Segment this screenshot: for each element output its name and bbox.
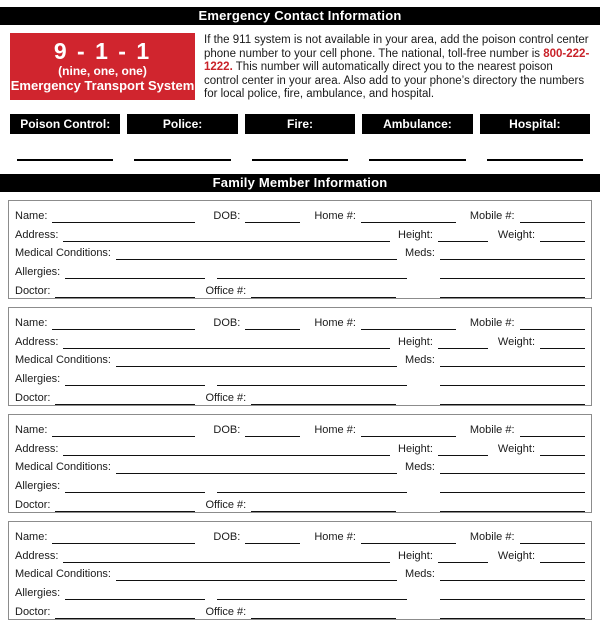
mobile-phone-field-line[interactable] bbox=[520, 211, 585, 223]
mobile-phone-field-line[interactable] bbox=[520, 532, 585, 544]
mobile-phone-label: Mobile #: bbox=[469, 423, 515, 436]
member-row-medical bbox=[15, 242, 585, 261]
allergies-label: Allergies: bbox=[15, 266, 61, 279]
medical-conditions-field-line[interactable] bbox=[116, 248, 397, 260]
allergies-extra-field-line[interactable] bbox=[217, 481, 407, 493]
meds-extra-field-line-2[interactable] bbox=[440, 393, 585, 405]
height-field-line[interactable] bbox=[438, 551, 488, 563]
address-field-line[interactable] bbox=[63, 230, 390, 242]
home-phone-field-line[interactable] bbox=[361, 532, 456, 544]
office-phone-label: Office #: bbox=[205, 284, 247, 297]
height-field-line[interactable] bbox=[438, 337, 488, 349]
intro-text-after: This number will automatically direct you to the nearest poison control center in your area. Also add to your phone’s directory the numbers for local police, fire, ambulance, and hospital. bbox=[204, 61, 585, 101]
police-label: Police: bbox=[127, 114, 237, 134]
member-row-name bbox=[15, 525, 585, 544]
allergies-label: Allergies: bbox=[15, 587, 61, 600]
allergies-extra-field-line[interactable] bbox=[217, 588, 407, 600]
meds-extra-field-line[interactable] bbox=[440, 374, 585, 386]
member-row-doctor bbox=[15, 600, 585, 619]
ambulance-label: Ambulance: bbox=[362, 114, 472, 134]
dob-field-line[interactable] bbox=[245, 318, 300, 330]
meds-label: Meds: bbox=[405, 247, 435, 260]
doctor-field-line[interactable] bbox=[55, 286, 195, 298]
member-row-medical bbox=[15, 563, 585, 582]
top-section bbox=[0, 25, 600, 102]
height-label: Height: bbox=[398, 442, 433, 455]
contact-col-fire bbox=[245, 114, 355, 161]
allergies-extra-field-line[interactable] bbox=[217, 267, 407, 279]
emergency-contact-header-bar bbox=[0, 7, 600, 25]
allergies-field-line[interactable] bbox=[65, 481, 205, 493]
member-row-allergies bbox=[15, 367, 585, 386]
height-label: Height: bbox=[398, 549, 433, 562]
family-member-title: Family Member Information bbox=[212, 174, 388, 190]
address-label: Address: bbox=[15, 228, 59, 241]
fire-field-line[interactable] bbox=[252, 159, 348, 161]
family-member-block bbox=[8, 521, 592, 620]
hospital-label: Hospital: bbox=[480, 114, 590, 134]
dob-label: DOB: bbox=[213, 423, 241, 436]
dob-label: DOB: bbox=[213, 316, 241, 329]
intro-text-before: If the 911 system is not available in your area, add the poison control center phone number to your cell phone. The national, toll-free number is bbox=[204, 34, 589, 60]
doctor-field-line[interactable] bbox=[55, 500, 195, 512]
office-phone-label: Office #: bbox=[205, 498, 247, 511]
hospital-field-line[interactable] bbox=[487, 159, 583, 161]
meds-extra-field-line[interactable] bbox=[440, 267, 585, 279]
meds-extra-field-line[interactable] bbox=[440, 481, 585, 493]
member-row-medical bbox=[15, 456, 585, 475]
medical-conditions-field-line[interactable] bbox=[116, 569, 397, 581]
meds-label: Meds: bbox=[405, 461, 435, 474]
meds-field-line[interactable] bbox=[440, 248, 585, 260]
height-field-line[interactable] bbox=[438, 230, 488, 242]
contact-col-poison-control bbox=[10, 114, 120, 161]
height-field-line[interactable] bbox=[438, 444, 488, 456]
member-row-allergies bbox=[15, 474, 585, 493]
weight-field-line[interactable] bbox=[540, 230, 585, 242]
allergies-label: Allergies: bbox=[15, 373, 61, 386]
doctor-label: Doctor: bbox=[15, 605, 51, 618]
doctor-label: Doctor: bbox=[15, 284, 51, 297]
member-row-name bbox=[15, 204, 585, 223]
medical-conditions-field-line[interactable] bbox=[116, 462, 397, 474]
member-row-name bbox=[15, 311, 585, 330]
home-phone-label: Home #: bbox=[314, 316, 356, 329]
address-field-line[interactable] bbox=[63, 444, 390, 456]
name-label: Name: bbox=[15, 423, 48, 436]
poison-control-field-line[interactable] bbox=[17, 159, 113, 161]
allergies-field-line[interactable] bbox=[65, 267, 205, 279]
name-field-line[interactable] bbox=[52, 318, 195, 330]
emergency-contacts-row bbox=[0, 114, 600, 161]
911-number: 9 - 1 - 1 bbox=[53, 38, 152, 64]
member-row-allergies bbox=[15, 260, 585, 279]
weight-field-line[interactable] bbox=[540, 444, 585, 456]
member-row-allergies bbox=[15, 581, 585, 600]
doctor-label: Doctor: bbox=[15, 391, 51, 404]
dob-field-line[interactable] bbox=[245, 211, 300, 223]
meds-label: Meds: bbox=[405, 354, 435, 367]
fire-label: Fire: bbox=[245, 114, 355, 134]
contact-col-police bbox=[127, 114, 237, 161]
office-phone-field-line[interactable] bbox=[251, 500, 396, 512]
mobile-phone-label: Mobile #: bbox=[469, 209, 515, 222]
allergies-field-line[interactable] bbox=[65, 588, 205, 600]
police-field-line[interactable] bbox=[134, 159, 230, 161]
member-row-address bbox=[15, 330, 585, 349]
home-phone-label: Home #: bbox=[314, 530, 356, 543]
doctor-field-line[interactable] bbox=[55, 607, 195, 619]
medical-conditions-label: Medical Conditions: bbox=[15, 354, 111, 367]
office-phone-label: Office #: bbox=[205, 391, 247, 404]
height-label: Height: bbox=[398, 228, 433, 241]
name-field-line[interactable] bbox=[52, 211, 195, 223]
medical-conditions-field-line[interactable] bbox=[116, 355, 397, 367]
address-label: Address: bbox=[15, 335, 59, 348]
mobile-phone-field-line[interactable] bbox=[520, 425, 585, 437]
member-row-doctor bbox=[15, 386, 585, 405]
911-emergency-box bbox=[10, 33, 195, 100]
contact-col-hospital bbox=[480, 114, 590, 161]
family-member-block bbox=[8, 414, 592, 513]
allergies-extra-field-line[interactable] bbox=[217, 374, 407, 386]
member-row-name bbox=[15, 418, 585, 437]
weight-label: Weight: bbox=[497, 228, 535, 241]
mobile-phone-field-line[interactable] bbox=[520, 318, 585, 330]
mobile-phone-label: Mobile #: bbox=[469, 530, 515, 543]
meds-field-line[interactable] bbox=[440, 462, 585, 474]
member-row-address bbox=[15, 544, 585, 563]
meds-extra-field-line-2[interactable] bbox=[440, 500, 585, 512]
family-member-header-bar bbox=[0, 174, 600, 192]
ambulance-field-line[interactable] bbox=[369, 159, 465, 161]
home-phone-field-line[interactable] bbox=[361, 425, 456, 437]
weight-label: Weight: bbox=[497, 335, 535, 348]
family-member-block bbox=[8, 307, 592, 406]
office-phone-label: Office #: bbox=[205, 605, 247, 618]
height-label: Height: bbox=[398, 335, 433, 348]
home-phone-label: Home #: bbox=[314, 423, 356, 436]
mobile-phone-label: Mobile #: bbox=[469, 316, 515, 329]
member-row-medical bbox=[15, 349, 585, 368]
contact-col-ambulance bbox=[362, 114, 472, 161]
meds-label: Meds: bbox=[405, 568, 435, 581]
home-phone-field-line[interactable] bbox=[361, 211, 456, 223]
meds-extra-field-line-2[interactable] bbox=[440, 286, 585, 298]
meds-extra-field-line-2[interactable] bbox=[440, 607, 585, 619]
weight-field-line[interactable] bbox=[540, 337, 585, 349]
allergies-label: Allergies: bbox=[15, 480, 61, 493]
name-label: Name: bbox=[15, 209, 48, 222]
doctor-field-line[interactable] bbox=[55, 393, 195, 405]
dob-label: DOB: bbox=[213, 209, 241, 222]
emergency-contact-title: Emergency Contact Information bbox=[198, 8, 402, 23]
name-label: Name: bbox=[15, 316, 48, 329]
allergies-field-line[interactable] bbox=[65, 374, 205, 386]
weight-label: Weight: bbox=[497, 442, 535, 455]
name-field-line[interactable] bbox=[52, 425, 195, 437]
home-phone-label: Home #: bbox=[314, 209, 356, 222]
meds-extra-field-line[interactable] bbox=[440, 588, 585, 600]
member-row-address bbox=[15, 437, 585, 456]
meds-field-line[interactable] bbox=[440, 569, 585, 581]
office-phone-field-line[interactable] bbox=[251, 607, 396, 619]
intro-text bbox=[204, 33, 590, 102]
dob-field-line[interactable] bbox=[245, 425, 300, 437]
weight-field-line[interactable] bbox=[540, 551, 585, 563]
member-row-doctor bbox=[15, 493, 585, 512]
member-row-doctor bbox=[15, 279, 585, 298]
weight-label: Weight: bbox=[497, 549, 535, 562]
family-member-block bbox=[8, 200, 592, 299]
office-phone-field-line[interactable] bbox=[251, 286, 396, 298]
dob-field-line[interactable] bbox=[245, 532, 300, 544]
medical-conditions-label: Medical Conditions: bbox=[15, 461, 111, 474]
medical-conditions-label: Medical Conditions: bbox=[15, 568, 111, 581]
doctor-label: Doctor: bbox=[15, 498, 51, 511]
dob-label: DOB: bbox=[213, 530, 241, 543]
address-label: Address: bbox=[15, 442, 59, 455]
poison-control-label: Poison Control: bbox=[10, 114, 120, 134]
office-phone-field-line[interactable] bbox=[251, 393, 396, 405]
meds-field-line[interactable] bbox=[440, 355, 585, 367]
medical-conditions-label: Medical Conditions: bbox=[15, 247, 111, 260]
address-field-line[interactable] bbox=[63, 337, 390, 349]
poison-control-phone-number: 800-222-1222. bbox=[204, 47, 590, 74]
911-subtitle: Emergency Transport System bbox=[10, 78, 195, 93]
name-field-line[interactable] bbox=[52, 532, 195, 544]
911-pronunciation: (nine, one, one) bbox=[58, 64, 147, 78]
family-member-list bbox=[0, 192, 600, 620]
address-field-line[interactable] bbox=[63, 551, 390, 563]
address-label: Address: bbox=[15, 549, 59, 562]
home-phone-field-line[interactable] bbox=[361, 318, 456, 330]
member-row-address bbox=[15, 223, 585, 242]
name-label: Name: bbox=[15, 530, 48, 543]
